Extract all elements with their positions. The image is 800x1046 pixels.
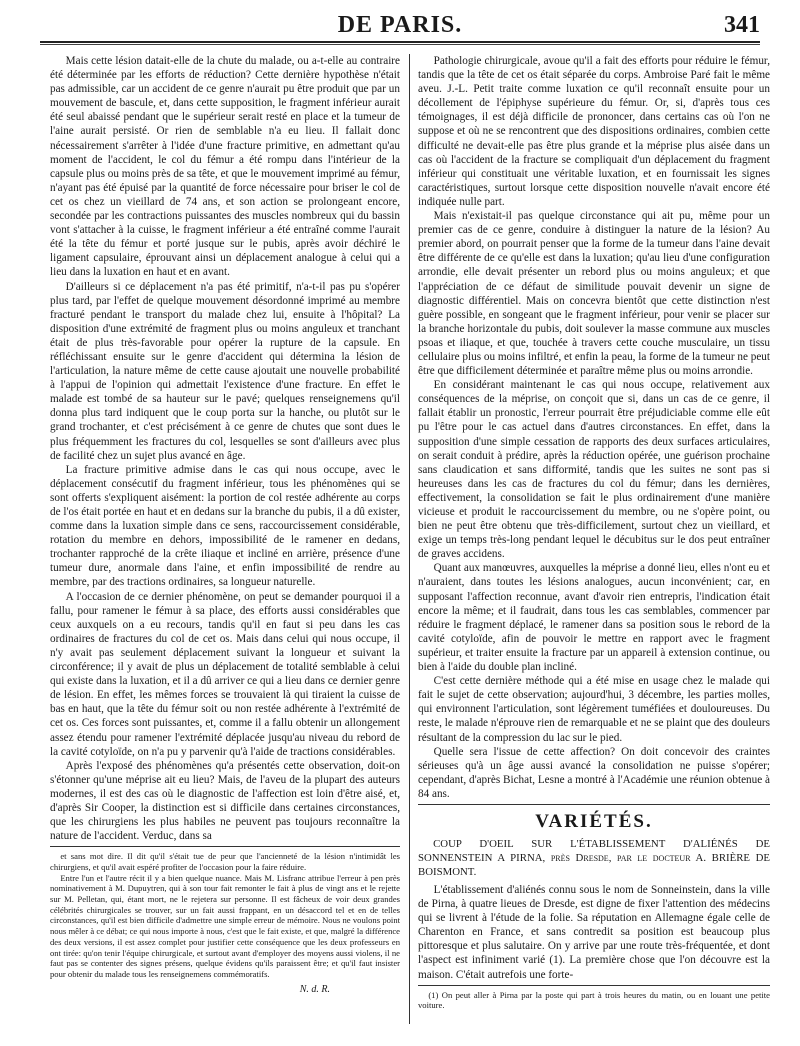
article-title: COUP D'OEIL SUR L'ÉTABLISSEMENT D'ALIÉNÉS DE SONNENSTEIN A PIRNA, près Dresde, par le docteur A. BRIÈRE DE BOISMONT. xyxy=(418,837,770,878)
editor-notes xyxy=(50,851,400,979)
paragraph: Quelle sera l'issue de cette affection? On doit concevoir des craintes sérieuses qu'à un âge aussi avancé la consolidation ne puisse s'opérer; cependant, d'après Bichat, Lesne a montré à l'Académie une réunion obtenue à 84 ans. xyxy=(418,745,770,800)
masthead-title: DE PARIS. xyxy=(337,12,463,38)
section-title-varietes: VARIÉTÉS. xyxy=(535,810,653,832)
footnote-rule xyxy=(50,846,400,847)
page-header xyxy=(40,10,760,40)
right-body xyxy=(418,54,770,801)
paragraph: C'est cette dernière méthode qui a été mise en usage chez le malade qui fait le sujet de cette observation; aujourd'hui, 3 décembre, les parties molles, qui environnent l'articulation, sont légèrement tuméfiées et douloureuses. Du reste, le malade n'éprouve rien de remarquable et ne se plaint que des douleurs résultant de la compression du lac sur le pied. xyxy=(418,675,770,744)
right-column xyxy=(418,54,770,1024)
header-rule xyxy=(40,41,760,43)
paragraph: A l'occasion de ce dernier phénomène, on peut se demander pourquoi il a fallu, pour ramener le fémur à sa place, des efforts aussi considérables que ceux auxquels on a eu recours, tandis qu'il en faut si peu dans les cas ordinaires de fractures du col de cet os. Mais dans celui qui nous occupe, il n'y avait pas seulement déplacement suivant la longueur et suivant la circonférence; il y avait de plus un déplacement de totalité semblable à celui qui existe dans la luxation, et il a dû arriver ce qui a lieu dans ce dernier genre de lésion. En effet, les mêmes forces se trouvaient là qui tiraient la cuisse de bas en haut, que la tête du fémur soit ou non restée adhérente à l'extrémité de cet os. Ces forces sont puissantes, et, comme il a fallu obtenir un allongement assez étendu pour ramener l'extrémité déplacée jusqu'au niveau du rebord de la cavité cotyloïde, on n'a pu y parvenir qu'à l'aide de tractions considérables. xyxy=(50,590,400,758)
paragraph: Quant aux manœuvres, auxquelles la méprise a donné lieu, elles n'ont eu et n'auraient, dans toutes les lésions analogues, aucun inconvénient; car, en supposant l'affection reconnue, avant d'avoir rien entrepris, l'indication était encore la même; et il faudrait, dans tous les cas semblables, commencer par réduire le fragment déplacé, le ramener dans sa position sous le rebord de la cavité cotyloïde, afin de pouvoir le mettre en rapport avec le fragment supérieur, et traiter ensuite la fracture par un appareil à extension continue, ou bien à l'aide du double plan incliné. xyxy=(418,562,770,674)
paragraph: Pathologie chirurgicale, avoue qu'il a fait des efforts pour réduire le fémur, tandis que la tête de cet os était séparée du corps. Ambroise Paré fait le même aveu. J.-L. Petit traite comme luxation ce qu'il reconnaît ensuite pour un décollement de l'épiphyse supérieure du fémur. Or, si, d'après tous ces témoignages, il est déjà difficile de prononcer, dans certains cas où l'on ne suppose et où ne se rencontrent que des dispositions ordinaires, combien cette difficulté ne devait-elle pas être plus grande et la méprise plus aisée dans un cas où l'accident de la fracture se compliquait d'un déplacement du fragment inférieur qui constituait une véritable luxation, et en fournissait les signes caractéristiques, surtout lorsque cette disposition nouvelle n'avait encore été indiquée nulle part. xyxy=(418,55,770,208)
left-body xyxy=(50,54,400,843)
footnote-rule-right xyxy=(418,985,770,986)
article-heading xyxy=(418,837,770,879)
header-rule-thin xyxy=(40,44,760,45)
article-body xyxy=(418,883,770,982)
footnote-text: (1) On peut aller à Pirna par la poste qui part à trois heures du matin, ou en louant une petite voiture. xyxy=(418,989,770,1011)
note-paragraph: Entre l'un et l'autre récit il y a bien quelque nuance. Mais M. Lisfranc attribue l'erreur à pen près nominativement à M. Dupuytren, qui à son tour fait remonter le fait à plus de vingt ans et le rejette sur M. Pelletan, qui, étant mort, ne le rejetera sur personne. Il est fâcheux de voir deux grandes célébrités chirurgicales se trouver, sur un fait aussi frappant, en un désaccord tel et en de telles circonstances, qu'il est bien difficile d'admettre une simple erreur de mémoire. Nous ne voulons point nous mêler à ce débat; ce qui nous importe à nous, c'est que le fait existe, et que, malgré la différence des deux versions, il est assez complet pour justifier cette conséquence que les deux professeurs en ont tirée: qu'on tenir l'équipe chirurgicale, et surtout avant d'employer des moyens aussi violens, il ne faut pas se contenter des signes présens, quelque évidens qu'ils paraissent être; et qu'il faut insister pour obtenir du malade tous les renseignemens commémoratifs. xyxy=(50,872,400,979)
page-number: 341 xyxy=(724,12,760,38)
paragraph: D'ailleurs si ce déplacement n'a pas été primitif, n'a-t-il pas pu s'opérer plus tard, par l'effet de quelque mouvement désordonné imprimé au membre fracturé pendant le transport du malade chez lui, ensuite à l'hôpital? La disposition d'une extrémité de fragment plus ou moins anguleux et tranchant était de plus très-favorable pour opérer la rupture de la capsule. En réfléchissant ensuite sur le genre d'accident qui détermina la lésion de l'articulation, la nature même de cette cause ajoutait une nouvelle probabilité à l'appui de l'opinion qui admettait l'existence d'une fracture. En effet le malade est tombé de sa hauteur sur le pavé; quelques renseignemens qu'il donna plus tard indiquent que le coup porta sur la hanche, ou plutôt sur le grand trochanter, et c'est précisément à ce genre de chutes que sont dues le plus fréquemment les fractures du col, lesquelles se sont d'ailleurs avec plus de facilité chez un sujet plus avancé en âge. xyxy=(50,280,400,462)
note-paragraph: et sans mot dire. Il dit qu'il s'était tue de peur que l'ancienneté de la lésion n'intimidât les chirurgiens, et qu'il avait espéré profiter de l'occasion pour la faire réduire. xyxy=(50,851,400,872)
section-rule xyxy=(418,804,770,805)
paragraph: Mais n'existait-il pas quelque circonstance qui ait pu, même pour un premier cas de ce genre, conduire à distinguer la nature de la lésion? Au premier abord, on pourrait penser que la forme de la tumeur dans l'aine devait être différente de ce qu'elle est dans la luxation; qu'au lieu d'une configuration arrondie, elle devait présenter un rebord plus ou moins anguleux; et que l'appréciation de ce défaut de similitude pouvait devenir un signe de diagnostic différentiel. Mais on concevra bientôt que cette distinction n'est guère possible, en songeant que le fragment inférieur, pour venir se placer sur la branche horizontale du pubis, doit soulever la masse commune aux muscles psoas et iliaque, et que, touchée à travers cette couche musculaire, un tissu cellulaire plus ou moins infiltré, et enfin la peau, la forme de la tumeur ne peut être que difficilement déterminée et paraître même plus ou moins arrondie. xyxy=(418,210,770,378)
footnote xyxy=(418,990,770,1011)
paragraph: Mais cette lésion datait-elle de la chute du malade, ou a-t-elle au contraire été déterminée par les efforts de réduction? Cette dernière hypothèse n'était pas admissible, car un accident de ce genre n'aurait pu être produit que par un mouvement de bascule, et, dans cette supposition, le fragment inférieur aurait été seul abaissé pendant que le supérieur serait resté en place et la tumeur de l'aine aurait persisté. Or rien de semblable n'a eu lieu. Il fallait donc nécessairement s'arrêter à l'idée d'une fracture primitive, en admettant qu'au moment de l'accident, le col du fémur a été rompu dans l'intérieur de la capsule plus ou moins près de sa tête, et que le mouvement imprimé au fémur, n'ayant pas été épuisé par la quantité de force nécessaire pour briser le col de cet os chez un vieillard de 74 ans, et son action se prolongeant encore, secondée par les contractions puissantes des muscles nombreux qui du bassin vont s'attacher à la cuisse, le fragment inférieur a été entraîné comme l'aurait été la tête du fémur et porté jusque sur le pubis, après avoir déchiré le ligament capsulaire, éprouvant ainsi un déplacement analogue à celui qui a lieu dans la luxation en haut et en avant. xyxy=(50,55,400,279)
paragraph: La fracture primitive admise dans le cas qui nous occupe, avec le déplacement consécutif du fragment inférieur, tous les phénomènes qui se sont offerts s'expliquent aisément: la portion de col restée adhérente au corps de l'os était portée en haut et en dedans sur la branche du pubis, il a dû exister, comme dans la luxation simple dans ce sens, raccourcissement considérable, rotation du membre en dehors, impossibilité de le ramener en dedans, trochanter rapproché de la crête iliaque et incliné en arrière, présence d'une tumeur dure, anormale dans l'aine, et enfin impossibilité de rendre au membre, par des tractions ordinaires, sa longueur naturelle. xyxy=(50,463,400,589)
paragraph: Après l'exposé des phénomènes qu'a présentés cette observation, doit-on s'étonner qu'une méprise ait eu lieu? Mais, de l'aveu de la plupart des auteurs modernes, il est des cas où le diagnostic de l'affection est loin d'être aisé, et, d'après Sir Cooper, la distinction est si difficile dans certaines circonstances, que les chirurgiens les plus habiles ne peuvent pas toujours reconnaître la nature de l'accident. Verduc, dans sa xyxy=(50,759,400,843)
paragraph: En considérant maintenant le cas qui nous occupe, relativement aux conséquences de la méprise, on conçoit que si, dans un cas de ce genre, il fallait établir un pronostic, l'erreur pourrait être préjudiciable comme elle eût pu l'être pour le cas actuel dans d'autres circonstances. En effet, dans la supposition d'une simple cessation de rapports des deux surfaces articulaires, on serait conduit à prédire, après la réduction opérée, une guérison prochaine sans claudication et sans difformité, tandis que les suites ne sont pas si heureuses dans les cas de fractures du col du fémur; dans les dernières, effectivement, la consolidation se fait le plus ordinairement d'une manière vicieuse et produit le raccourcissement du membre, ou ne s'opère point, ou bien ne peut être obtenu que très-difficilement, surtout chez un vieillard, et exige un temps très-long pendant lequel le décubitus sur le dos peut entraîner de graves accidens. xyxy=(418,379,770,561)
editor-signature: N. d. R. xyxy=(299,983,330,995)
left-column xyxy=(50,54,400,1024)
article-paragraph: L'établissement d'aliénés connu sous le nom de Sonneinstein, dans la ville de Pirna, à quatre lieues de Dresde, est digne de fixer l'attention des médecins qui se livrent à l'étude de la folie. Sa réputation en Allemagne égale celle de Charenton en France, et sans contredit sa position est beaucoup plus pittoresque et plus salutaire. On y arrive par une route très-fréquentée, et dont l'aspect est infiniment varié (1). La première chose que l'on découvre est la maison. C'était autrefois une forte- xyxy=(418,883,770,981)
column-divider xyxy=(409,54,410,1024)
